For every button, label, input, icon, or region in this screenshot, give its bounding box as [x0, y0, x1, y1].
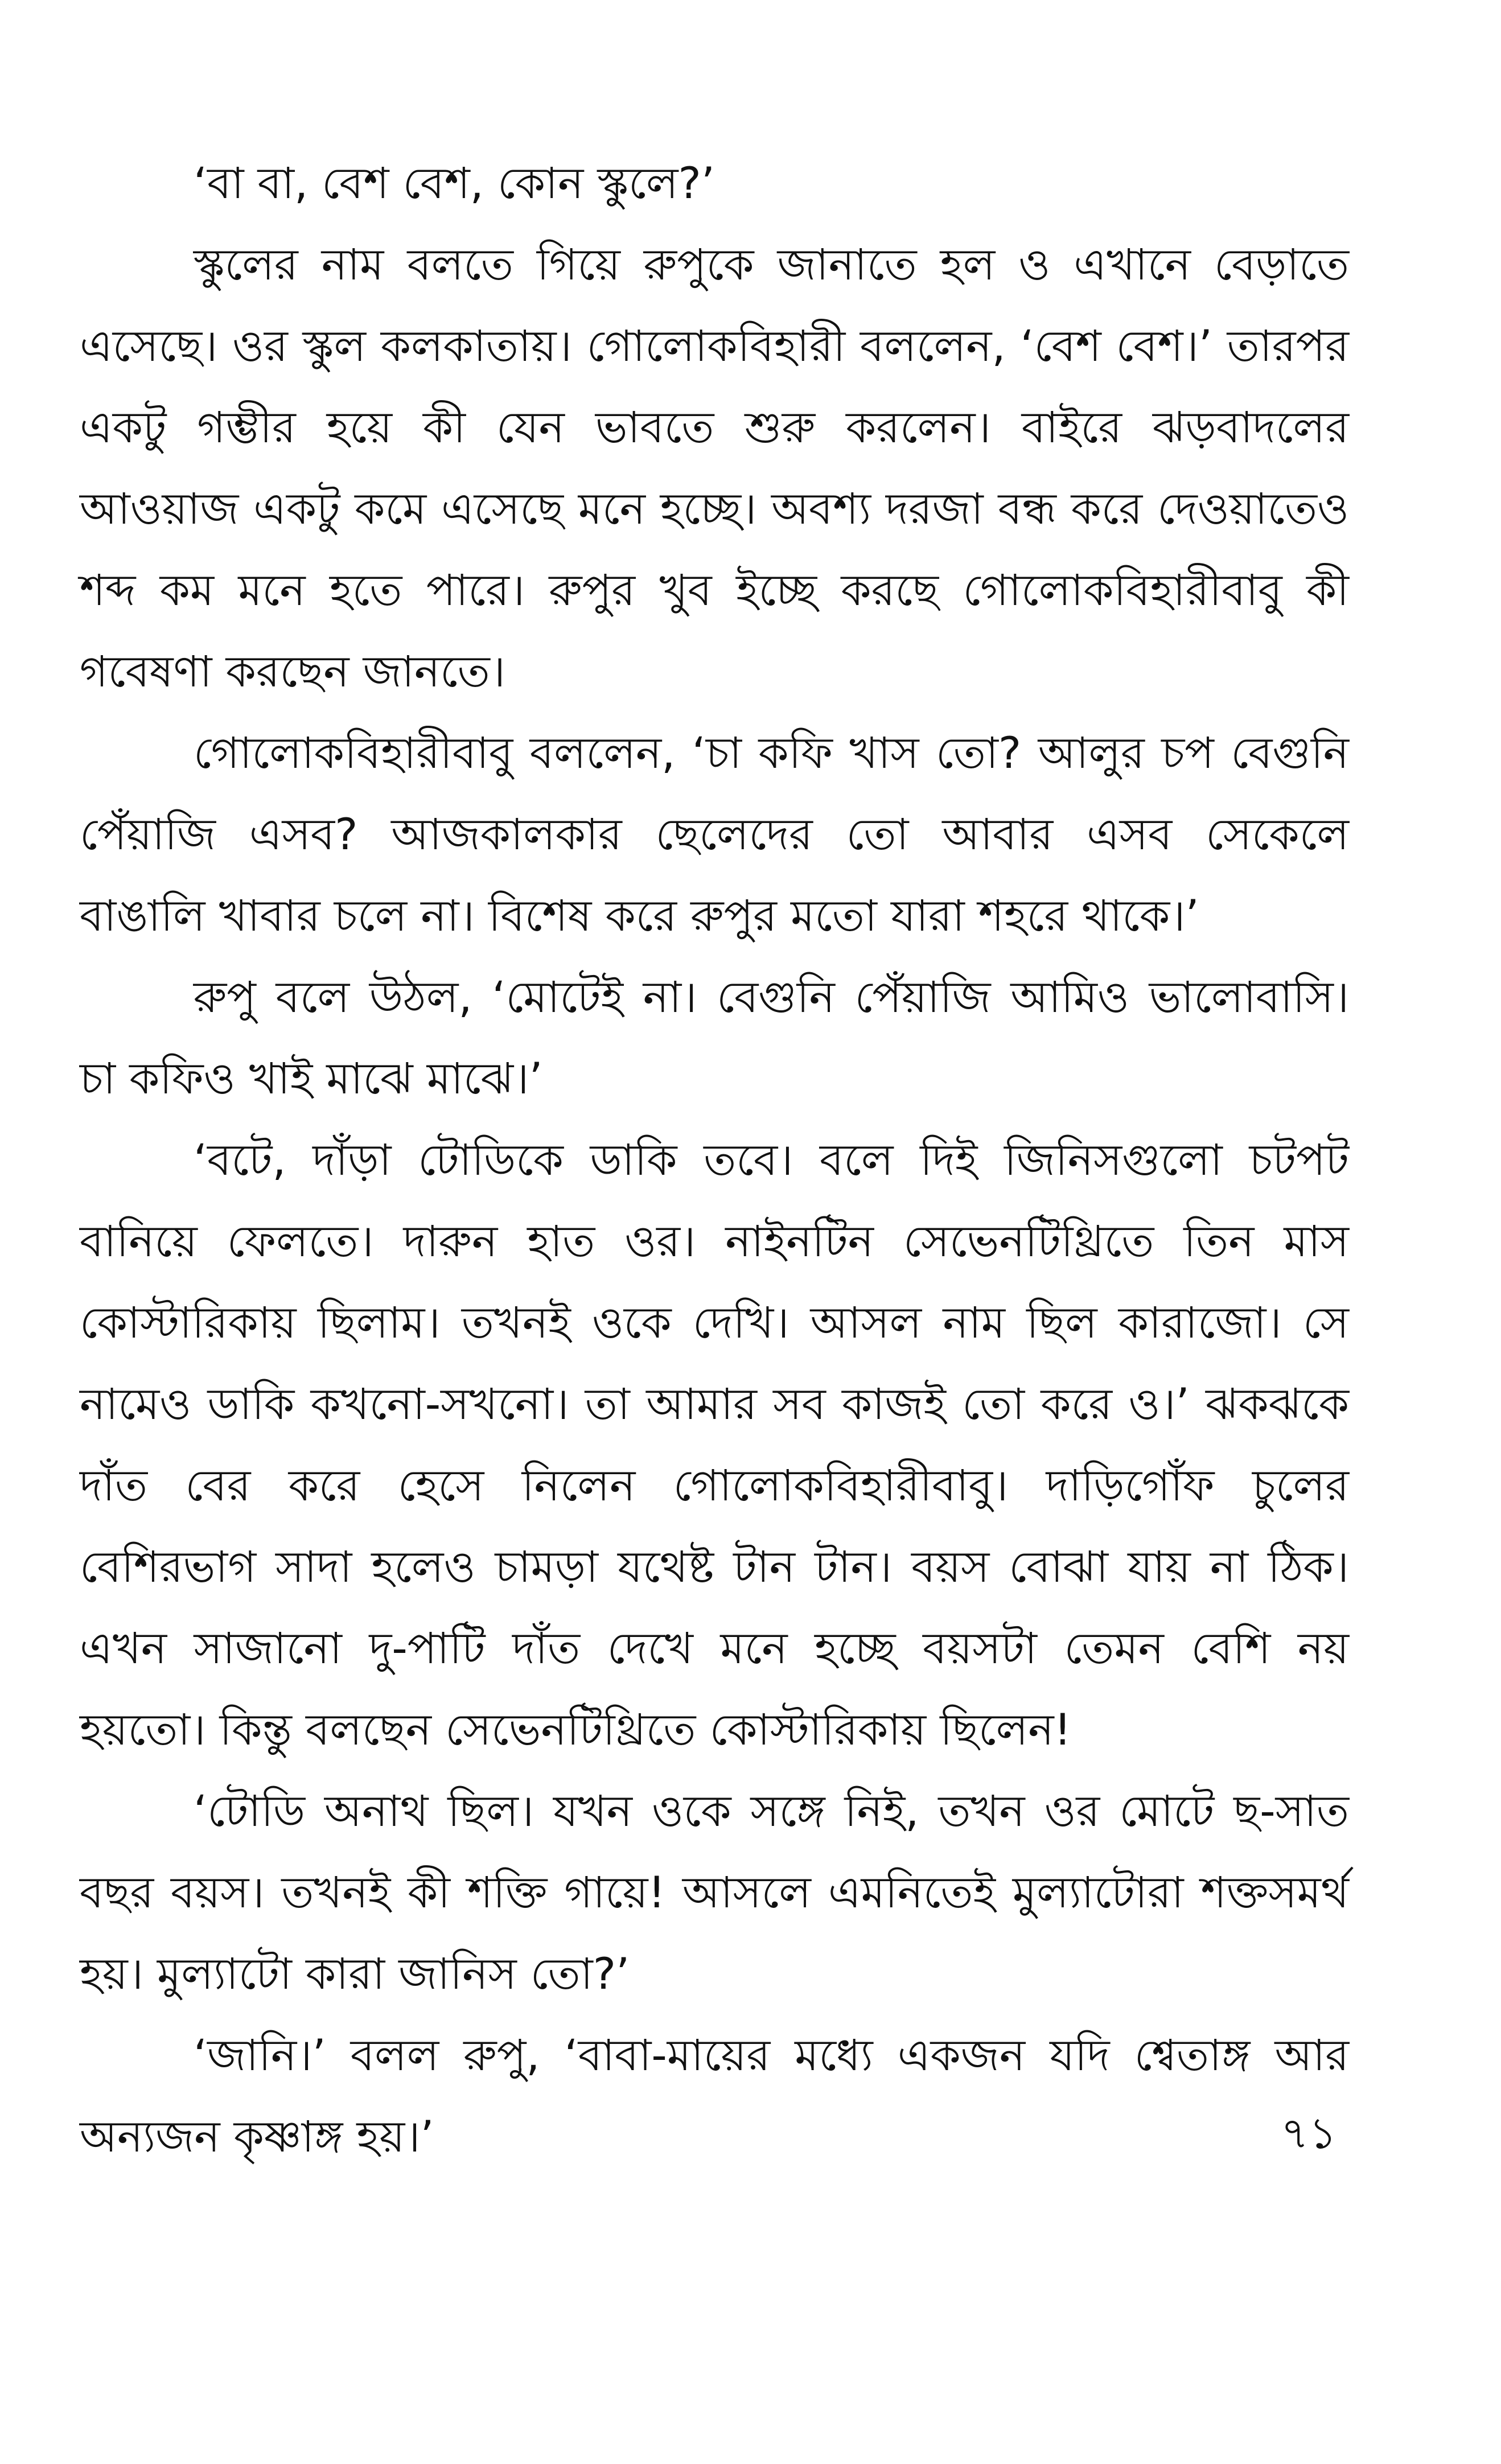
paragraph-5: ‘বটে, দাঁড়া টোডিকে ডাকি তবে। বলে দিই জিনিসগুলো চটপট বানিয়ে ফেলতে। দারুন হাত ওর। নাইনটিন সেভেনটিথ্রিতে তিন মাস কোস্টারিকায় ছিলাম। তখনই ওকে দেখি। আসল নাম ছিল কারাজো। সে নামেও ডাকি কখনো-সখনো। তা আমার সব কাজই তো করে ও।’ ঝকঝকে দাঁত বের করে হেসে নিলেন গোলোকবিহারীবাবু। দাড়িগোঁফ চুলের বেশিরভাগ সাদা হলেও চামড়া যথেষ্ট টান টান। বয়স বোঝা যায় না ঠিক। এখন সাজানো দু-পাটি দাঁত দেখে মনে হচ্ছে বয়সটা তেমন বেশি নয় হয়তো। কিন্তু বলছেন সেভেনটিথ্রিতে কোস্টারিকায় ছিলেন!: [80, 1134, 1349, 1755]
paragraph-6: ‘টোডি অনাথ ছিল। যখন ওকে সঙ্গে নিই, তখন ওর মোটে ছ-সাত বছর বয়স। তখনই কী শক্তি গায়ে! আসলে এমনিতেই মুল্যাটোরা শক্তসমর্থ হয়। মুল্যাটো কারা জানিস তো?’: [80, 1786, 1349, 1999]
paragraph-2: স্কুলের নাম বলতে গিয়ে রুপুকে জানাতে হল ও এখানে বেড়াতে এসেছে। ওর স্কুল কলকাতায়। গোলোকবিহারী বললেন, ‘বেশ বেশ।’ তারপর একটু গম্ভীর হয়ে কী যেন ভাবতে শুরু করলেন। বাইরে ঝড়বাদলের আওয়াজ একটু কমে এসেছে মনে হচ্ছে। অবশ্য দরজা বন্ধ করে দেওয়াতেও শব্দ কম মনে হতে পারে। রুপুর খুব ইচ্ছে করছে গোলোকবিহারীবাবু কী গবেষণা করছেন জানতে।: [80, 239, 1349, 697]
paragraph-4: রুপু বলে উঠল, ‘মোটেই না। বেগুনি পেঁয়াজি আমিও ভালোবাসি। চা কফিও খাই মাঝে মাঝে।’: [80, 972, 1349, 1104]
paragraph-7: ‘জানি।’ বলল রুপু, ‘বাবা-মায়ের মধ্যে একজন যদি শ্বেতাঙ্গ আর অন্যজন কৃষ্ণাঙ্গ হয়।’: [80, 2030, 1349, 2162]
paragraph-3: গোলোকবিহারীবাবু বললেন, ‘চা কফি খাস তো? আলুর চপ বেগুনি পেঁয়াজি এসব? আজকালকার ছেলেদের তো আবার এসব সেকেলে বাঙালি খাবার চলে না। বিশেষ করে রুপুর মতো যারা শহরে থাকে।’: [80, 727, 1349, 941]
page-number: ৭১: [1281, 2108, 1337, 2158]
paragraph-1: ‘বা বা, বেশ বেশ, কোন স্কুলে?’: [194, 158, 715, 208]
body-text: [80, 142, 1349, 2177]
